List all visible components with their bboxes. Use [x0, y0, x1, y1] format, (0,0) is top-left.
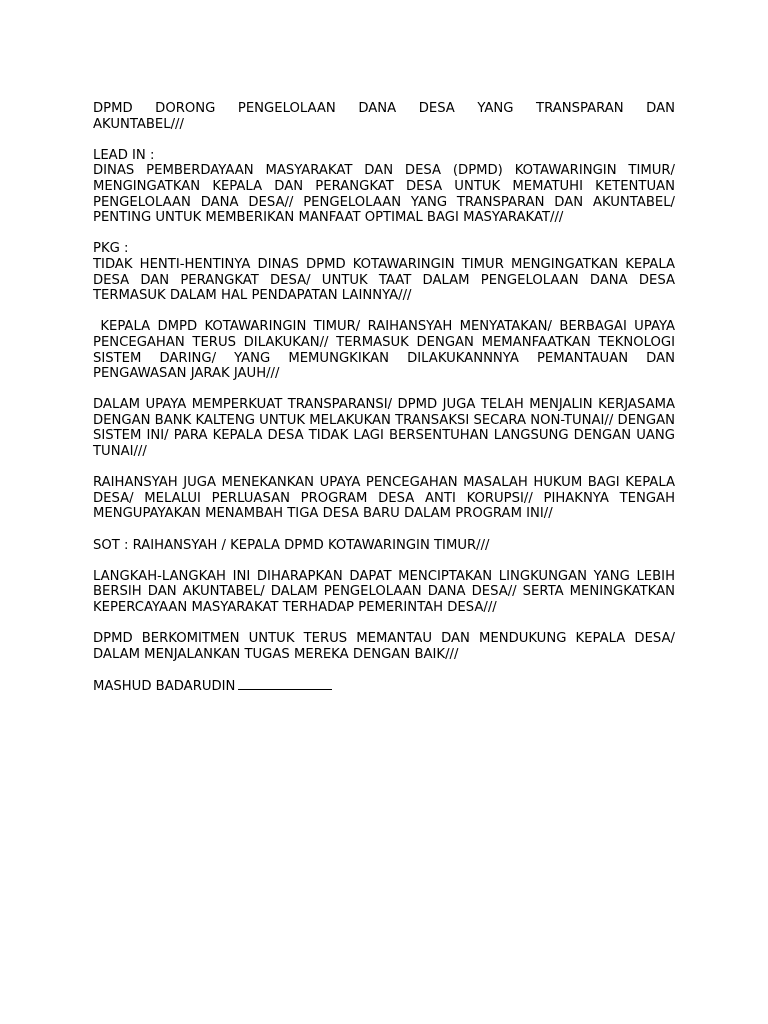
lead-in-section: [93, 148, 675, 226]
paragraph-7: DPMD BERKOMITMEN UNTUK TERUS MEMANTAU DAN MENDUKUNG KEPALA DESA/ DALAM MENJALANKAN TUGAS MEREKA DENGAN BAIK///: [93, 631, 675, 662]
pkg-section: [93, 241, 675, 303]
paragraph-6: LANGKAH-LANGKAH INI DIHARAPKAN DAPAT MENCIPTAKAN LINGKUNGAN YANG LEBIH BERSIH DAN AKUNTABEL/ DALAM PENGELOLAAN DANA DESA// SERTA MENINGKATKAN KEPERCAYAAN MASYARAKAT TERHADAP PEMERINTAH DESA///: [93, 568, 675, 615]
sot-line: SOT : RAIHANSYAH / KEPALA DPMD KOTAWARINGIN TIMUR///: [93, 537, 490, 553]
lead-in-label: LEAD IN :: [93, 147, 155, 163]
paragraph-2: [93, 319, 675, 381]
headline-line-1: DPMD DORONG PENGELOLAAN DANA DESA YANG TRANSPARAN DAN: [93, 101, 675, 116]
lead-in-text: DINAS PEMBERDAYAAN MASYARAKAT DAN DESA (DPMD) KOTAWARINGIN TIMUR/ MENGINGATKAN KEPALA DAN PERANGKAT DESA UNTUK MEMATUHI KETENTUAN PENGELOLAAN DANA DESA// PENGELOLAAN YANG TRANSPARAN DAN AKUNTABEL/ PENTING UNTUK MEMBERIKAN MANFAAT OPTIMAL BAGI MASYARAKAT///: [93, 163, 675, 226]
document-page: [93, 101, 675, 710]
signature-name: MASHUD BADARUDIN: [93, 678, 236, 694]
paragraph-3: DALAM UPAYA MEMPERKUAT TRANSPARANSI/ DPMD JUGA TELAH MENJALIN KERJASAMA DENGAN BANK KALTENG UNTUK MELAKUKAN TRANSAKSI SECARA NON-TUNAI// DENGAN SISTEM INI/ PARA KEPALA DESA TIDAK LAGI BERSENTUHAN LANGSUNG DENGAN UANG TUNAI///: [93, 397, 675, 460]
headline-line-2: AKUNTABEL///: [93, 116, 184, 132]
signature-line: [93, 678, 675, 695]
paragraph-4: RAIHANSYAH JUGA MENEKANKAN UPAYA PENCEGAHAN MASALAH HUKUM BAGI KEPALA DESA/ MELALUI PERLUASAN PROGRAM DESA ANTI KORUPSI// PIHAKNYA TENGAH MENGUPAYAKAN MENAMBAH TIGA DESA BARU DALAM PROGRAM INI//: [93, 475, 675, 522]
paragraph-2-text: KEPALA DMPD KOTAWARINGIN TIMUR/ RAIHANSYAH MENYATAKAN/ BERBAGAI UPAYA PENCEGAHAN TERUS DILAKUKAN// TERMASUK DENGAN MEMANFAATKAN TEKNOLOGI SISTEM DARING/ YANG MEMUNGKIKAN DILAKUKANNNYA PEMANTAUAN DAN PENGAWASAN JARAK JAUH///: [93, 319, 675, 382]
headline: [93, 101, 675, 132]
pkg-label: PKG :: [93, 241, 129, 257]
pkg-paragraph-1: TIDAK HENTI-HENTINYA DINAS DPMD KOTAWARINGIN TIMUR MENGINGATKAN KEPALA DESA DAN PERANGKAT DESA/ UNTUK TAAT DALAM PENGELOLAAN DANA DESA TERMASUK DALAM HAL PENDAPATAN LAINNYA///: [93, 256, 675, 304]
signature-blank: [238, 678, 332, 690]
